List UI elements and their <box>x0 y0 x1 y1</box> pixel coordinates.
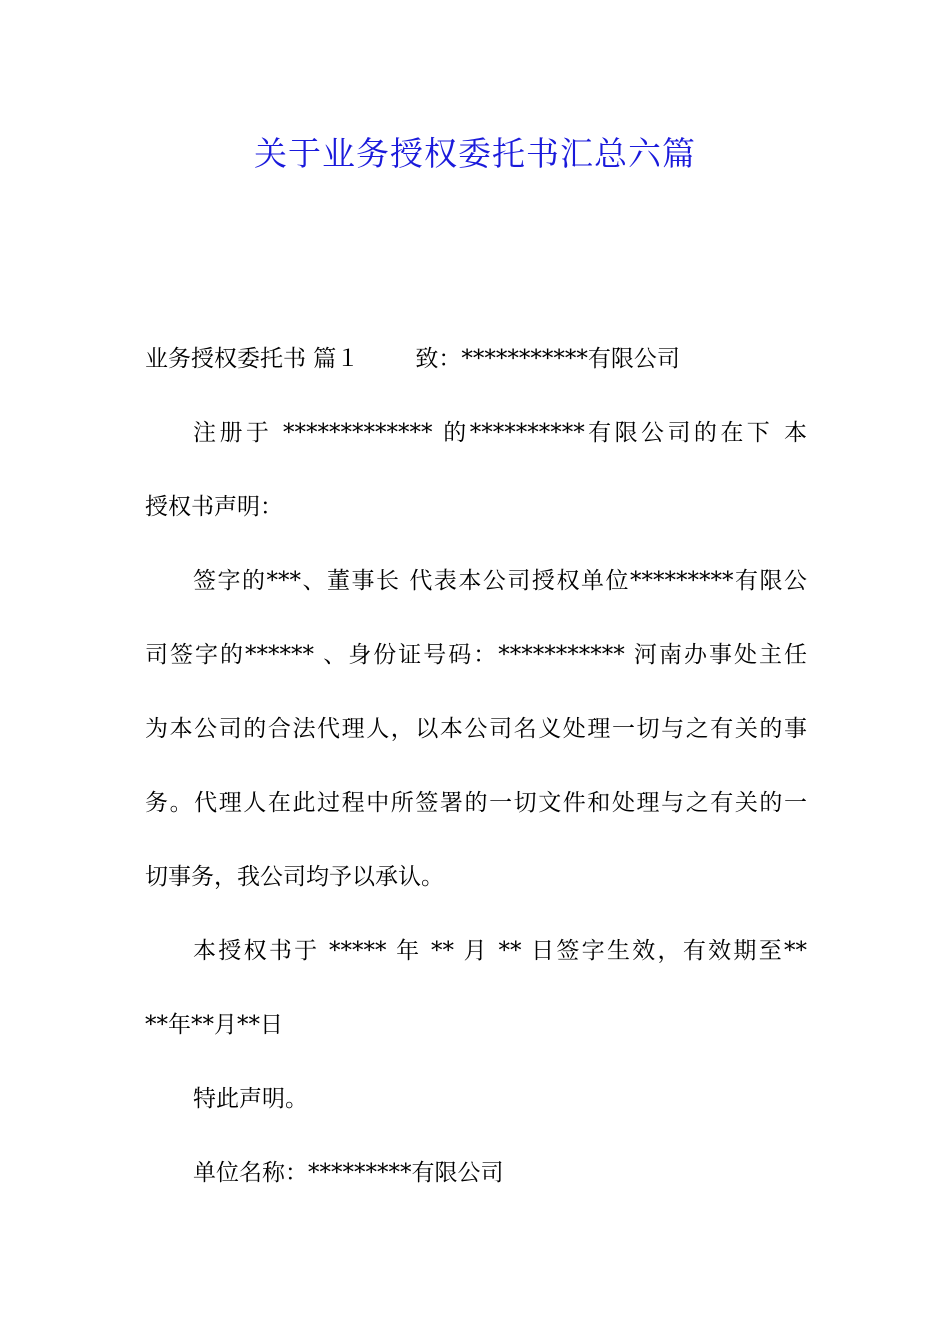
paragraph-line: 单位名称：*********有限公司 <box>193 1160 504 1186</box>
paragraph-line: 切事务，我公司均予以承认。 <box>145 864 444 890</box>
document-body <box>145 322 807 1210</box>
paragraph-line: 授权书声明： <box>145 494 283 520</box>
paragraph-line: 务。代理人在此过程中所签署的一切文件和处理与之有关的一 <box>145 790 807 816</box>
section-heading-label: 业务授权委托书 篇１ <box>145 346 360 372</box>
addressee: 致：***********有限公司 <box>415 346 680 372</box>
section-heading <box>145 322 807 396</box>
document-title: 关于业务授权委托书汇总六篇 <box>254 134 696 173</box>
paragraph-line: 签字的***、董事长 代表本公司授权单位*********有限公 <box>193 568 807 594</box>
paragraph-line: **年**月**日 <box>145 1012 283 1038</box>
paragraph-line: 注册于 ************* 的**********有限公司的在下 本 <box>193 420 807 446</box>
paragraph-line: 司签字的****** 、身份证号码：*********** 河南办事处主任 <box>145 642 807 668</box>
paragraph-line: 为本公司的合法代理人，以本公司名义处理一切与之有关的事 <box>145 716 807 742</box>
paragraph-line: 特此声明。 <box>193 1086 308 1112</box>
paragraph-line: 本授权书于 ***** 年 ** 月 ** 日签字生效，有效期至** <box>193 938 807 964</box>
